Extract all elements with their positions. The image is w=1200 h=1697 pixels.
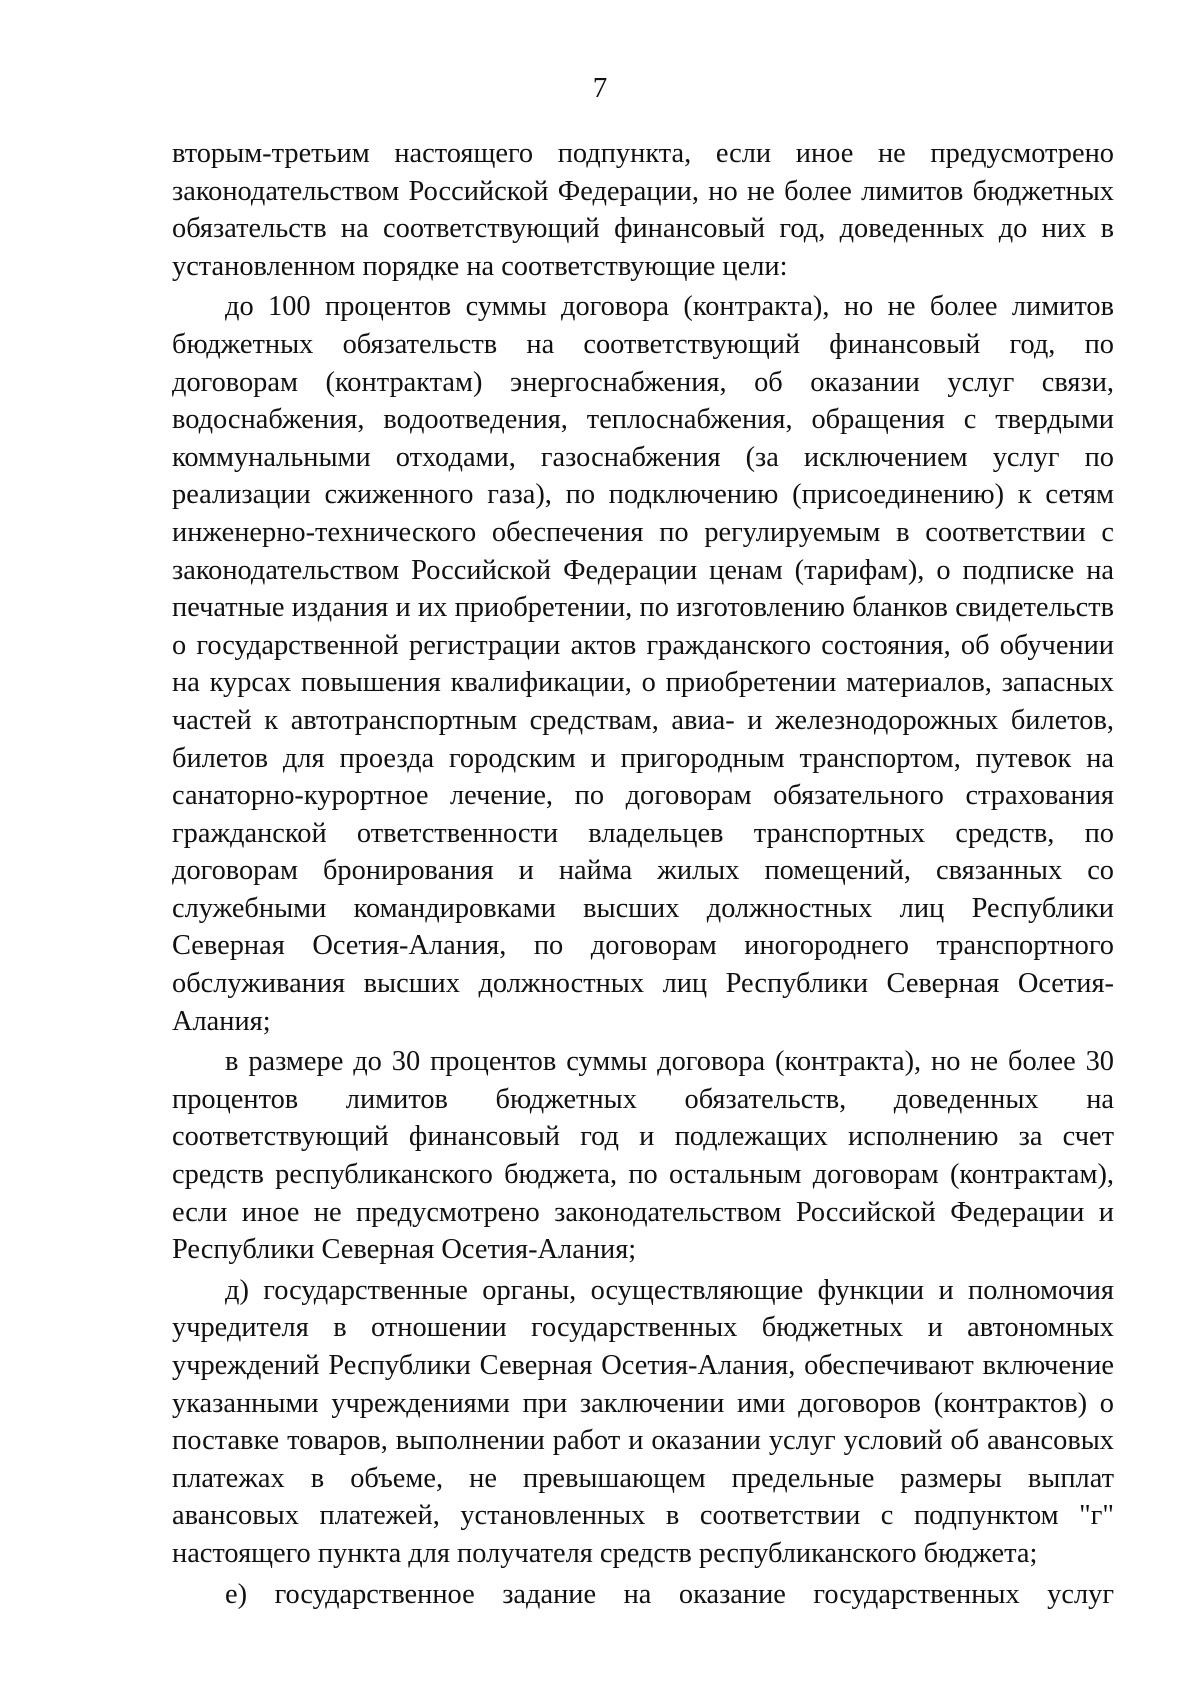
paragraph-advance-30-percent: в размере до 30 процентов суммы договора (контракта), но не более 30 процентов лимитов бюджетных обязательств, доведенных на соответствующий финансовый год и подлежащих исполнению за счет средств республиканского бюджета, по остальным договорам (контрактам), если иное не предусмотрено законодательством Российской Федерации и Республики Северная Осетия-Алания; xyxy=(172,1046,1114,1266)
document-body xyxy=(172,135,1114,1651)
page-number: 7 xyxy=(592,72,608,104)
paragraph-item-d: д) государственные органы, осуществляющие функции и полномочия учредителя в отношении государственных бюджетных и автономных учреждений Республики Северная Осетия-Алания, обеспечивают включение указанными учреждениями при заключении ими договоров (контрактов) о поставке товаров, выполнении работ и оказании услуг условий об авансовых платежах в объеме, не превышающем предельные размеры выплат авансовых платежей, установленных в соответствии с подпунктом "г" настоящего пункта для получателя средств республиканского бюджета; xyxy=(172,1274,1114,1569)
paragraph-item-e: е) государственное задание на оказание государственных услуг xyxy=(225,1578,1114,1610)
paragraph-continuation: вторым-третьим настоящего подпункта, если иное не предусмотрено законодательством Российской Федерации, но не более лимитов бюджетных обязательств на соответствующий финансовый год, доведенных до них в установленном порядке на соответствующие цели: xyxy=(172,138,1114,282)
paragraph-advance-100-percent: до 100 процентов суммы договора (контракта), но не более лимитов бюджетных обязательств на соответствующий финансовый год, по договорам (контрактам) энергоснабжения, об оказании услуг связи, водоснабжения, водоотведения, теплоснабжения, обращения с твердыми коммунальными отходами, газоснабжения (за исключением услуг по реализации сжиженного газа), по подключению (присоединению) к сетям инженерно-технического обеспечения по регулируемым в соответствии с законодательством Российской Федерации ценам (тарифам), о подписке на печатные издания и их приобретении, по изготовлению бланков свидетельств о государственной регистрации актов гражданского состояния, об обучении на курсах повышения квалификации, о приобретении материалов, запасных частей к автотранспортным средствам, авиа- и железнодорожных билетов, билетов для проезда городским и пригородным транспортом, путевок на санаторно-курортное лечение, по договорам обязательного страхования гражданской ответственности владельцев транспортных средств, по договорам бронирования и найма жилых помещений, связанных со служебными командировками высших должностных лиц Республики Северная Осетия-Алания, по договорам иногороднего транспортного обслуживания высших должностных лиц Республики Северная Осетия-Алания; xyxy=(172,291,1114,1037)
